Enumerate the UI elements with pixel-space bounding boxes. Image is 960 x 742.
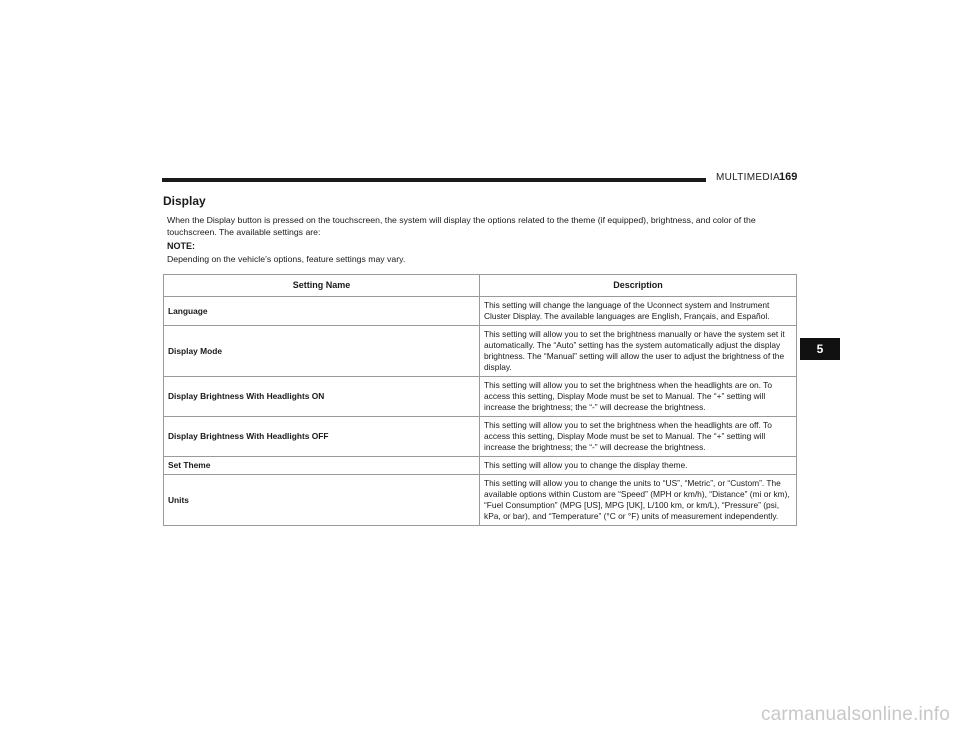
description-cell: This setting will allow you to set the brightness when the headlights are off. To access this setting, Display Mode must be set to Manual. The “+” setting will increase the brightness; the “-” will decrease the brightness. (480, 417, 797, 457)
column-header-description: Description (480, 275, 797, 297)
description-cell: This setting will allow you to change the display theme. (480, 457, 797, 475)
description-cell: This setting will allow you to set the brightness manually or have the system set it automatically. The “Auto” setting has the system automatically adjust the display brightness. The “Manual” setting will allow the user to adjust the brightness of the display. (480, 326, 797, 377)
page-number: 169 (779, 171, 798, 183)
table-row (164, 377, 797, 417)
table-row (164, 297, 797, 326)
description-cell: This setting will allow you to change the units to “US”, “Metric”, or “Custom”. The available options within Custom are “Speed” (MPH or km/h), “Distance” (mi or km), “Fuel Consumption” (MPG [US], MPG [UK], L/100 km, or km/L), “Pressure” (psi, kPa, or bar), and “Temperature” (°C or °F) units of measurement independently. (480, 475, 797, 526)
description-cell: This setting will allow you to set the brightness when the headlights are on. To access this setting, Display Mode must be set to Manual. The “+” setting will increase the brightness; the “-” will decrease the brightness. (480, 377, 797, 417)
settings-table (163, 274, 797, 526)
setting-name-cell: Language (164, 297, 480, 326)
header-rule (162, 178, 706, 182)
setting-name-cell: Display Brightness With Headlights ON (164, 377, 480, 417)
note-label: NOTE: (167, 241, 195, 251)
setting-name-cell: Display Mode (164, 326, 480, 377)
chapter-tab: 5 (800, 338, 840, 360)
table-row (164, 417, 797, 457)
table-row (164, 475, 797, 526)
column-header-setting-name: Setting Name (164, 275, 480, 297)
table-header-row (164, 275, 797, 297)
setting-name-cell: Set Theme (164, 457, 480, 475)
intro-paragraph: When the Display button is pressed on the touchscreen, the system will display the options related to the theme (if equipped), brightness, and color of the touchscreen. The available settings are: (167, 215, 756, 237)
setting-name-cell: Display Brightness With Headlights OFF (164, 417, 480, 457)
table-row (164, 326, 797, 377)
table-row (164, 457, 797, 475)
section-title: Display (163, 194, 206, 208)
description-cell: This setting will change the language of the Uconnect system and Instrument Cluster Display. The available languages are English, Français, and Español. (480, 297, 797, 326)
watermark: carmanualsonline.info (760, 704, 950, 725)
section-header: MULTIMEDIA (716, 172, 780, 183)
setting-name-cell: Units (164, 475, 480, 526)
note-text: Depending on the vehicle’s options, feature settings may vary. (167, 254, 406, 264)
